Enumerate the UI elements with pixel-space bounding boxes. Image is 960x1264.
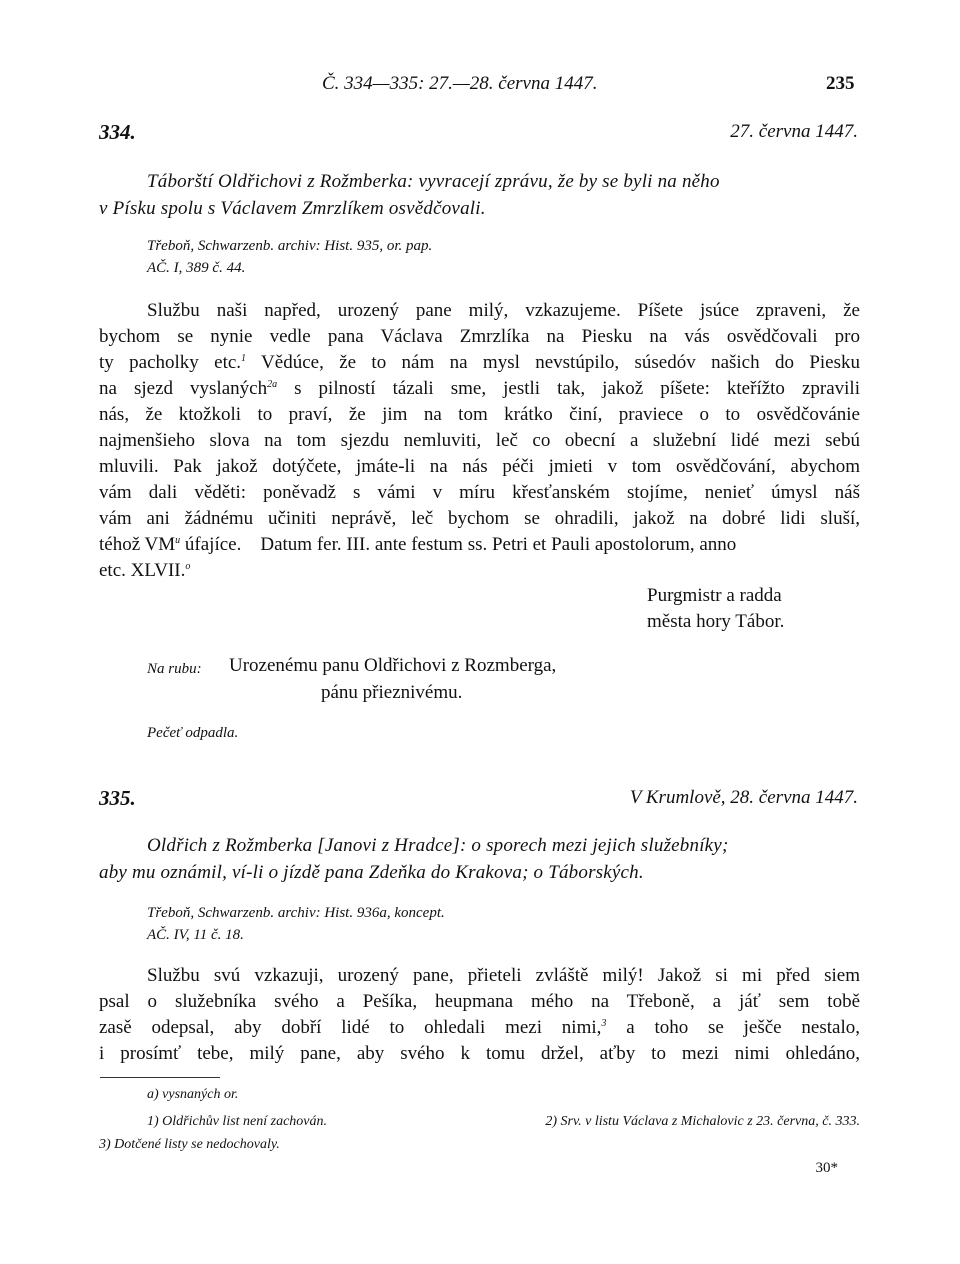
text-334-line-3 (99, 350, 860, 376)
text-334-line-11 (99, 558, 860, 584)
footnote-1: 1) Oldřichův list není zachován. (147, 1114, 328, 1129)
regest-335-line-2: aby mu oznámil, ví-li o jízdě pana Zdeňka do Krakova; o Táborských. (99, 862, 644, 883)
text-335-line-3a: zasě odepsal, aby dobří lidé to ohledali mezi nimi, (99, 1017, 602, 1038)
verso-address (229, 652, 556, 706)
footnote-ref-2a: 2a (267, 379, 278, 390)
page-number: 235 (826, 73, 855, 94)
text-334 (99, 298, 860, 584)
verso-line-2: pánu přieznivému. (321, 682, 463, 703)
text-334-line-4b: s pilností tázali sme, jestli tak, jakož píšete: kteřížto zpravili (277, 378, 860, 399)
text-334-line-6: najmenšieho slova na tom sjezdu nemluviti, leč co obecní a služební lidé mezi sebú (99, 430, 860, 451)
footnote-ref-o: o (185, 561, 191, 572)
source-334 (147, 235, 432, 279)
regest-335-line-1: Oldřich z Rožmberka [Janovi z Hradce]: o sporech mezi jejich služebníky; (147, 835, 729, 856)
text-334-line-10a: téhož VM (99, 534, 176, 555)
source-335 (147, 902, 445, 946)
footnote-ref-1: 1 (241, 353, 247, 364)
text-334-line-3b: Vědúce, že to nám na mysl nevstúpilo, súsedóv našich do Piesku (246, 352, 861, 373)
text-335-line-2: psal o služebníka svého a Pešíka, heupmana mého na Třeboně, a jáť sem tobě (99, 991, 860, 1012)
text-335 (99, 963, 860, 1067)
regest-334 (99, 168, 860, 222)
verso-label: Na rubu: (147, 661, 202, 677)
regest-334-line-2: v Písku spolu s Václavem Zmrzlíkem osvědčovali. (99, 198, 486, 219)
text-334-line-3a: ty pacholky etc. (99, 352, 242, 373)
doc-date-335: V Krumlově, 28. června 1447. (629, 787, 858, 808)
text-334-line-7: mluvili. Pak jakož dotýčete, jmáte-li na nás péči jmieti v tom osvědčování, abychom (99, 456, 860, 477)
vm-superscript: u (175, 535, 181, 546)
verso-line-1: Urozenému panu Oldřichovi z Rozmberga, (229, 655, 557, 676)
running-title: Č. 334—335: 27.—28. června 1447. (322, 73, 598, 94)
text-334-line-10 (99, 532, 860, 558)
signature-line-1: Purgmistr a radda (647, 585, 782, 606)
source-334-edition: AČ. I, 389 č. 44. (147, 260, 246, 276)
signature-mark: 30* (815, 1160, 838, 1176)
text-334-line-11a: etc. XLVII. (99, 560, 186, 581)
text-335-line-1: Službu svú vzkazuji, urozený pane, přieteli zvláště milý! Jakož si mi před siem (147, 965, 860, 986)
footnote-rule (100, 1077, 220, 1078)
source-335-archive: Třeboň, Schwarzenb. archiv: Hist. 936a, koncept. (147, 905, 445, 921)
text-335-line-4: i prosímť tebe, milý pane, aby svého k tomu držel, aťby to mezi nimi ohledáno, (99, 1043, 860, 1064)
text-334-line-2: bychom se nynie vedle pana Václava Zmrzlíka na Piesku na vás osvědčovali pro (99, 326, 860, 347)
signature-line-2: města hory Tábor. (647, 611, 785, 632)
regest-334-line-1: Táborští Oldřichovi z Rožmberka: vyvracejí zprávu, že by se byli na něho (147, 171, 720, 192)
seal-note: Pečeť odpadla. (147, 725, 239, 741)
text-335-line-3b: a toho se ješče nestalo, (606, 1017, 860, 1038)
text-334-line-9: vám ani žádnému učiniti neprávě, leč bychom se ohradili, jakož na dobré lidi sluší, (99, 508, 860, 529)
doc-number-334: 334. (99, 120, 136, 144)
text-334-line-1: Službu naši napřed, urozený pane milý, vzkazujeme. Píšete jsúce zpraveni, že (147, 300, 860, 321)
text-334-line-4a: na sjezd vyslaných (99, 378, 268, 399)
text-334-line-8: vám dali věděti: poněvadž s vámi v míru křesťanském stojíme, nenieť úmysl náš (99, 482, 860, 503)
text-335-line-3 (99, 1015, 860, 1041)
text-334-line-4 (99, 376, 860, 402)
source-335-edition: AČ. IV, 11 č. 18. (147, 927, 244, 943)
footnote-ref-3: 3 (601, 1018, 607, 1029)
text-334-line-10b: úfajíce. Datum fer. III. ante festum ss. Petri et Pauli apostolorum, anno (180, 534, 737, 555)
doc-date-334: 27. června 1447. (730, 121, 858, 142)
footnote-3: 3) Dotčené listy se nedochovaly. (99, 1137, 280, 1152)
source-334-archive: Třeboň, Schwarzenb. archiv: Hist. 935, or. pap. (147, 238, 433, 254)
regest-335 (99, 832, 860, 886)
text-334-line-5: nás, že ktožkoli to praví, že jim na tom krátko činí, praviece o to osvědčovánie (99, 404, 860, 425)
footnote-a: a) vysnaných or. (147, 1087, 239, 1102)
doc-number-335: 335. (99, 786, 136, 810)
footnote-2: 2) Srv. v listu Václava z Michalovic z 23. června, č. 333. (545, 1114, 860, 1129)
signature-334 (647, 583, 784, 635)
